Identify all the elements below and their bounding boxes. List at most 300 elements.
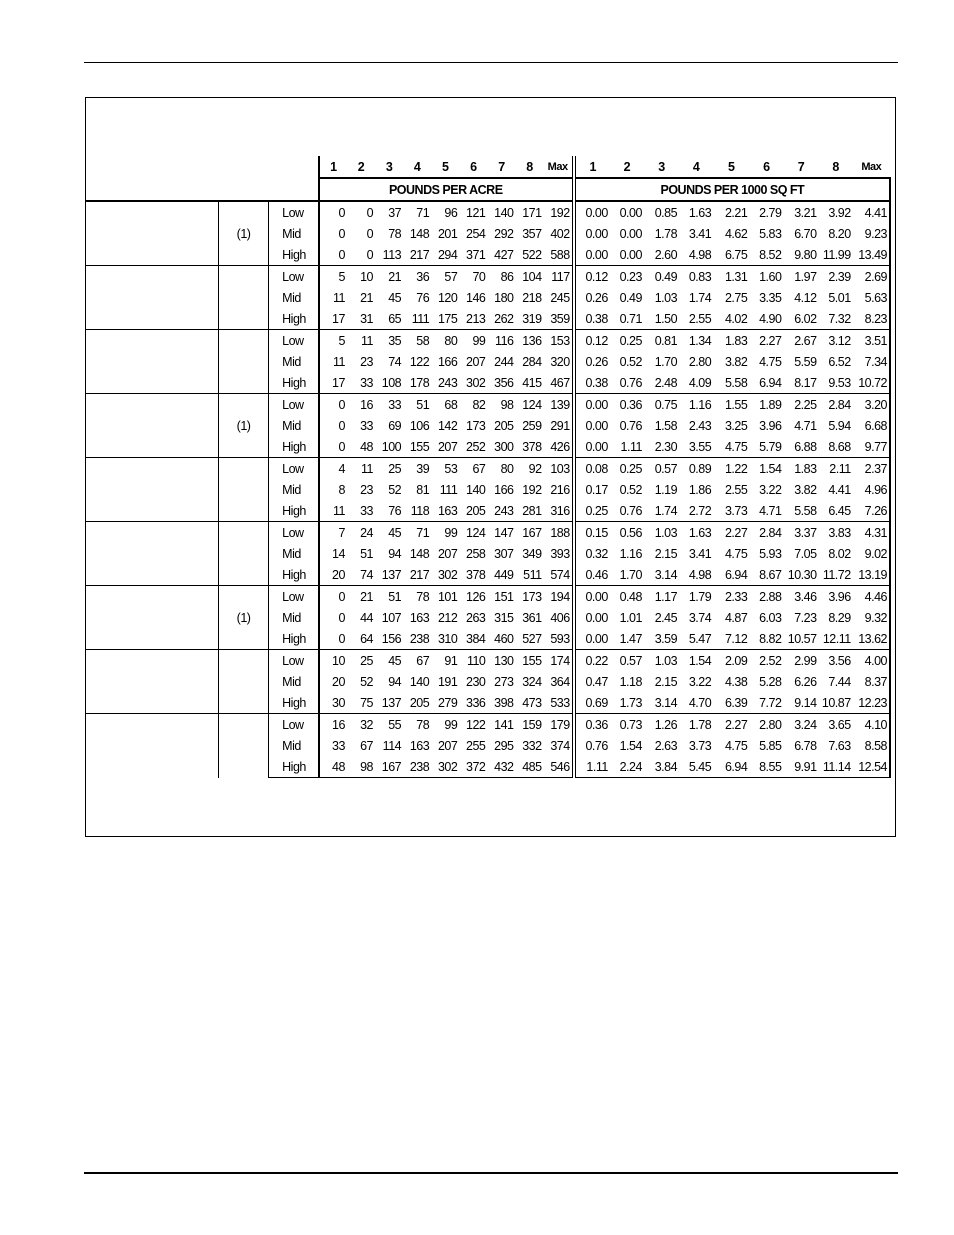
pounds-per-1000-sqft-value: 1.03 <box>644 650 679 672</box>
pounds-per-acre-value: 213 <box>459 308 487 330</box>
pounds-per-acre-value: 432 <box>487 756 515 778</box>
pounds-per-1000-sqft-value: 0.71 <box>610 308 644 330</box>
pounds-per-1000-sqft-value: 3.73 <box>688 738 712 753</box>
pounds-per-acre-value: 0 <box>347 201 375 223</box>
pounds-per-acre-value: 473 <box>515 692 543 714</box>
units-header-spacer <box>86 178 319 201</box>
pounds-per-acre-value: 310 <box>431 628 459 650</box>
pounds-per-acre-value: 32 <box>347 714 375 736</box>
pounds-per-1000-sqft-value: 3.51 <box>853 330 890 352</box>
pounds-per-acre-value: 174 <box>544 650 574 672</box>
pounds-per-1000-sqft-value: 3.82 <box>724 354 748 369</box>
pounds-per-acre-value: 58 <box>403 330 431 352</box>
pounds-per-1000-sqft-value: 3.14 <box>644 564 679 586</box>
pounds-per-acre-value: 17 <box>319 308 347 330</box>
pounds-per-acre-value: 332 <box>522 738 542 753</box>
footnote-marker <box>218 522 268 586</box>
pounds-per-1000-sqft-value: 0.85 <box>644 201 679 223</box>
pounds-per-1000-sqft-value: 0.73 <box>610 714 644 736</box>
pounds-per-1000-sqft-value: 0.22 <box>574 650 610 672</box>
pounds-per-acre-value: 180 <box>494 290 514 305</box>
pounds-per-1000-sqft-value: 1.47 <box>610 628 644 650</box>
pounds-per-acre-value: 217 <box>403 244 431 266</box>
pounds-per-acre-value: 426 <box>544 436 574 458</box>
pounds-per-acre-value: 384 <box>459 628 487 650</box>
pounds-per-1000-sqft-value: 2.30 <box>644 436 679 458</box>
pounds-per-1000-sqft-value: 1.11 <box>610 436 644 458</box>
product-name-cell <box>86 266 218 330</box>
pounds-per-1000-sqft-value: 2.55 <box>724 482 748 497</box>
pounds-per-1000-sqft-value: 12.54 <box>853 756 890 778</box>
pounds-per-1000-sqft-value: 0.23 <box>610 266 644 288</box>
pounds-per-1000-sqft-value: 1.74 <box>688 290 712 305</box>
pounds-per-1000-sqft-value: 6.94 <box>713 564 749 586</box>
pounds-per-1000-sqft-value: 5.94 <box>828 418 851 433</box>
pounds-per-acre-value: 179 <box>544 714 574 736</box>
pounds-per-1000-sqft-value: 0.00 <box>574 394 610 416</box>
pounds-per-acre-value: 122 <box>459 714 487 736</box>
pounds-per-1000-sqft-value: 2.48 <box>644 372 679 394</box>
pounds-per-1000-sqft-value: 4.75 <box>724 738 748 753</box>
pounds-per-1000-sqft-value: 0.00 <box>574 607 610 628</box>
pounds-per-1000-sqft-value: 13.19 <box>853 564 890 586</box>
rate-level-label: High <box>269 564 319 586</box>
pounds-per-1000-sqft-value: 0.12 <box>574 266 610 288</box>
pounds-per-acre-value: 100 <box>375 436 403 458</box>
pounds-per-acre-value: 92 <box>515 458 543 480</box>
pounds-per-acre-value: 140 <box>466 482 486 497</box>
pounds-per-1000-sqft-value: 5.45 <box>679 756 713 778</box>
pounds-per-acre-value: 238 <box>403 756 431 778</box>
pounds-per-acre-value: 121 <box>459 201 487 223</box>
pounds-per-acre-value: 167 <box>375 756 403 778</box>
pounds-per-acre-value: 74 <box>388 354 402 369</box>
pounds-per-1000-sqft-value: 9.91 <box>783 756 818 778</box>
pounds-per-1000-sqft-value: 2.99 <box>783 650 818 672</box>
pounds-per-acre-value: 393 <box>550 546 570 561</box>
pounds-per-1000-sqft-value: 11.72 <box>819 564 853 586</box>
pounds-per-1000-sqft-value: 4.31 <box>853 522 890 544</box>
pounds-per-1000-sqft-value: 6.26 <box>794 674 817 689</box>
footnote-marker: (1) <box>218 201 268 266</box>
pounds-per-1000-sqft-value: 4.90 <box>749 308 783 330</box>
pounds-per-1000-sqft-value: 0.52 <box>619 354 642 369</box>
table-row <box>86 586 890 608</box>
footnote-marker <box>218 650 268 714</box>
pounds-per-1000-sqft-value: 2.75 <box>724 290 748 305</box>
pounds-per-acre-value: 574 <box>544 564 574 586</box>
pounds-per-acre-value: 80 <box>487 458 515 480</box>
pounds-per-1000-sqft-value: 0.47 <box>574 671 610 692</box>
pounds-per-1000-sqft-value: 2.15 <box>654 546 678 561</box>
pounds-per-1000-sqft-value: 1.83 <box>783 458 818 480</box>
pounds-per-1000-sqft-value: 4.41 <box>853 201 890 223</box>
pounds-per-1000-sqft-value: 9.77 <box>853 436 890 458</box>
pounds-per-1000-sqft-value: 3.20 <box>853 394 890 416</box>
pounds-per-acre-value: 20 <box>319 671 347 692</box>
acre-column-header: 8 <box>526 159 533 174</box>
acre-column-header: 7 <box>498 159 505 174</box>
pounds-per-acre-value: 110 <box>459 650 487 672</box>
pounds-per-acre-value: 588 <box>544 244 574 266</box>
pounds-per-1000-sqft-value: 0.00 <box>574 223 610 244</box>
rate-level-label: Mid <box>269 415 319 436</box>
pounds-per-acre-header: POUNDS PER ACRE <box>319 178 574 201</box>
units-header-row <box>86 178 890 201</box>
pounds-per-1000-sqft-value: 1.34 <box>679 330 713 352</box>
footer-rule <box>84 1172 898 1174</box>
pounds-per-1000-sqft-value: 11.14 <box>819 756 853 778</box>
pounds-per-acre-value: 245 <box>550 290 570 305</box>
pounds-per-1000-sqft-value: 2.15 <box>654 674 678 689</box>
pounds-per-1000-sqft-value: 1.17 <box>644 586 679 608</box>
pounds-per-1000-sqft-value: 8.52 <box>749 244 783 266</box>
pounds-per-acre-value: 372 <box>459 756 487 778</box>
pounds-per-acre-value: 205 <box>459 500 487 522</box>
pounds-per-1000-sqft-value: 0.26 <box>574 351 610 372</box>
pounds-per-1000-sqft-value: 1.03 <box>644 522 679 544</box>
pounds-per-1000-sqft-value: 2.69 <box>853 266 890 288</box>
pounds-per-acre-value: 24 <box>347 522 375 544</box>
pounds-per-acre-value: 94 <box>388 674 402 689</box>
pounds-per-1000-sqft-value: 0.25 <box>610 458 644 480</box>
pounds-per-1000-sqft-value: 10.30 <box>783 564 818 586</box>
pounds-per-acre-value: 0 <box>319 436 347 458</box>
pounds-per-acre-value: 263 <box>466 610 486 625</box>
pounds-per-1000-sqft-value: 2.43 <box>688 418 712 433</box>
pounds-per-1000-sqft-value: 0.00 <box>619 226 642 241</box>
pounds-per-acre-value: 175 <box>431 308 459 330</box>
pounds-per-acre-value: 467 <box>544 372 574 394</box>
pounds-per-acre-value: 166 <box>494 482 514 497</box>
pounds-per-1000-sqft-value: 7.63 <box>828 738 851 753</box>
pounds-per-1000-sqft-value: 9.14 <box>783 692 818 714</box>
rate-level-label: Mid <box>269 543 319 564</box>
pounds-per-acre-value: 10 <box>347 266 375 288</box>
rate-level-label: Low <box>269 394 319 416</box>
pounds-per-1000-sqft-value: 8.82 <box>749 628 783 650</box>
pounds-per-1000-sqft-value: 4.00 <box>853 650 890 672</box>
pounds-per-1000-sqft-value: 0.76 <box>610 372 644 394</box>
pounds-per-1000-sqft-value: 1.73 <box>610 692 644 714</box>
pounds-per-1000-sqft-value: 0.38 <box>574 308 610 330</box>
application-rate-table <box>86 156 891 778</box>
pounds-per-1000-sqft-value: 3.37 <box>783 522 818 544</box>
pounds-per-1000-sqft-value: 6.03 <box>759 610 782 625</box>
pounds-per-1000-sqft-value: 5.58 <box>783 500 818 522</box>
pounds-per-1000-sqft-value: 3.84 <box>644 756 679 778</box>
pounds-per-acre-value: 527 <box>515 628 543 650</box>
pounds-per-acre-value: 52 <box>360 674 374 689</box>
pounds-per-1000-sqft-header: POUNDS PER 1000 SQ FT <box>574 178 890 201</box>
pounds-per-acre-value: 11 <box>319 500 347 522</box>
pounds-per-acre-value: 78 <box>388 226 402 241</box>
pounds-per-acre-value: 406 <box>550 610 570 625</box>
pounds-per-acre-value: 76 <box>416 290 430 305</box>
pounds-per-1000-sqft-value: 3.24 <box>783 714 818 736</box>
pounds-per-1000-sqft-value: 0.89 <box>679 458 713 480</box>
pounds-per-1000-sqft-value: 0.75 <box>644 394 679 416</box>
pounds-per-1000-sqft-value: 13.62 <box>853 628 890 650</box>
acre-column-header: 6 <box>470 159 477 174</box>
pounds-per-acre-value: 511 <box>515 564 543 586</box>
pounds-per-acre-value: 51 <box>360 546 374 561</box>
pounds-per-1000-sqft-value: 1.60 <box>749 266 783 288</box>
pounds-per-acre-value: 378 <box>459 564 487 586</box>
pounds-per-1000-sqft-value: 0.25 <box>574 500 610 522</box>
pounds-per-1000-sqft-value: 6.39 <box>713 692 749 714</box>
pounds-per-acre-value: 10 <box>319 650 347 672</box>
rate-level-label: High <box>269 372 319 394</box>
rate-level-label: High <box>269 756 319 778</box>
pounds-per-acre-value: 173 <box>515 586 543 608</box>
product-name-cell <box>86 522 218 586</box>
pounds-per-acre-value: 207 <box>431 436 459 458</box>
pounds-per-acre-value: 21 <box>375 266 403 288</box>
pounds-per-1000-sqft-value: 4.98 <box>679 564 713 586</box>
pounds-per-1000-sqft-value: 9.02 <box>853 543 890 564</box>
pounds-per-acre-value: 108 <box>375 372 403 394</box>
pounds-per-acre-value: 11 <box>319 287 347 308</box>
acre-column-header: 5 <box>442 159 449 174</box>
footnote-marker: (1) <box>218 586 268 650</box>
pounds-per-acre-value: 0 <box>347 244 375 266</box>
pounds-per-acre-value: 48 <box>319 756 347 778</box>
pounds-per-1000-sqft-value: 0.00 <box>610 244 644 266</box>
pounds-per-1000-sqft-value: 2.45 <box>654 610 678 625</box>
rate-level-label: High <box>269 692 319 714</box>
pounds-per-1000-sqft-value: 3.21 <box>783 201 818 223</box>
pounds-per-acre-value: 188 <box>544 522 574 544</box>
pounds-per-1000-sqft-value: 2.80 <box>688 354 712 369</box>
pounds-per-acre-value: 374 <box>550 738 570 753</box>
pounds-per-1000-sqft-value: 1.16 <box>679 394 713 416</box>
pounds-per-1000-sqft-value: 4.75 <box>759 354 782 369</box>
pounds-per-1000-sqft-value: 8.29 <box>828 610 851 625</box>
pounds-per-acre-value: 205 <box>494 418 514 433</box>
pounds-per-1000-sqft-value: 2.52 <box>749 650 783 672</box>
pounds-per-acre-value: 114 <box>382 738 402 753</box>
pounds-per-1000-sqft-value: 2.09 <box>713 650 749 672</box>
rate-level-label: Mid <box>269 735 319 756</box>
pounds-per-acre-value: 98 <box>487 394 515 416</box>
pounds-per-1000-sqft-value: 6.02 <box>783 308 818 330</box>
pounds-per-acre-value: 273 <box>494 674 514 689</box>
pounds-per-1000-sqft-value: 7.34 <box>853 351 890 372</box>
pounds-per-acre-value: 117 <box>544 266 574 288</box>
pounds-per-acre-value: 81 <box>416 482 430 497</box>
pounds-per-acre-value: 300 <box>487 436 515 458</box>
sqft-column-header: 5 <box>728 159 735 174</box>
pounds-per-1000-sqft-value: 0.00 <box>610 201 644 223</box>
pounds-per-1000-sqft-value: 13.49 <box>853 244 890 266</box>
pounds-per-acre-value: 78 <box>403 714 431 736</box>
pounds-per-1000-sqft-value: 0.48 <box>610 586 644 608</box>
pounds-per-acre-value: 0 <box>319 607 347 628</box>
footnote-marker <box>218 458 268 522</box>
pounds-per-acre-value: 415 <box>515 372 543 394</box>
pounds-per-acre-value: 217 <box>403 564 431 586</box>
acre-column-header: 2 <box>357 159 365 174</box>
header-spacer <box>218 156 268 178</box>
pounds-per-1000-sqft-value: 7.23 <box>794 610 817 625</box>
pounds-per-1000-sqft-value: 9.32 <box>853 607 890 628</box>
pounds-per-1000-sqft-value: 1.58 <box>654 418 678 433</box>
pounds-per-1000-sqft-value: 0.52 <box>619 482 642 497</box>
pounds-per-1000-sqft-value: 3.41 <box>688 546 712 561</box>
pounds-per-acre-value: 359 <box>544 308 574 330</box>
pounds-per-acre-value: 96 <box>431 201 459 223</box>
pounds-per-acre-value: 71 <box>403 201 431 223</box>
pounds-per-1000-sqft-value: 6.94 <box>749 372 783 394</box>
pounds-per-acre-value: 33 <box>319 735 347 756</box>
pounds-per-1000-sqft-value: 1.89 <box>749 394 783 416</box>
pounds-per-1000-sqft-value: 1.97 <box>783 266 818 288</box>
pounds-per-1000-sqft-value: 0.46 <box>574 564 610 586</box>
sqft-column-header: 2 <box>623 159 631 174</box>
footnote-marker <box>218 714 268 778</box>
table-row <box>86 394 890 416</box>
pounds-per-acre-value: 212 <box>437 610 458 625</box>
column-header-row <box>86 156 890 178</box>
pounds-per-acre-value: 11 <box>319 351 347 372</box>
pounds-per-acre-value: 80 <box>431 330 459 352</box>
pounds-per-1000-sqft-value: 3.12 <box>819 330 853 352</box>
pounds-per-acre-value: 218 <box>522 290 542 305</box>
pounds-per-acre-value: 258 <box>466 546 486 561</box>
pounds-per-1000-sqft-value: 6.70 <box>794 226 817 241</box>
pounds-per-acre-value: 302 <box>431 756 459 778</box>
pounds-per-1000-sqft-value: 2.27 <box>713 714 749 736</box>
pounds-per-acre-value: 120 <box>437 290 458 305</box>
pounds-per-1000-sqft-value: 5.79 <box>749 436 783 458</box>
pounds-per-acre-value: 51 <box>403 394 431 416</box>
pounds-per-acre-value: 205 <box>403 692 431 714</box>
pounds-per-1000-sqft-value: 5.93 <box>759 546 782 561</box>
pounds-per-1000-sqft-value: 5.83 <box>759 226 782 241</box>
pounds-per-acre-value: 141 <box>487 714 515 736</box>
pounds-per-acre-value: 33 <box>375 394 403 416</box>
pounds-per-acre-value: 48 <box>347 436 375 458</box>
pounds-per-acre-value: 255 <box>466 738 486 753</box>
product-name-cell <box>86 394 218 458</box>
pounds-per-1000-sqft-value: 0.00 <box>574 586 610 608</box>
pounds-per-1000-sqft-value: 4.46 <box>853 586 890 608</box>
rate-level-label: High <box>269 500 319 522</box>
pounds-per-acre-value: 136 <box>515 330 543 352</box>
pounds-per-acre-value: 238 <box>403 628 431 650</box>
pounds-per-acre-value: 324 <box>522 674 542 689</box>
pounds-per-acre-value: 21 <box>360 290 374 305</box>
pounds-per-1000-sqft-value: 3.14 <box>644 692 679 714</box>
footnote-marker <box>218 266 268 330</box>
sqft-column-header: 7 <box>797 159 805 174</box>
pounds-per-1000-sqft-value: 10.57 <box>783 628 818 650</box>
pounds-per-1000-sqft-value: 0.36 <box>574 714 610 736</box>
footnote-marker <box>218 330 268 394</box>
pounds-per-1000-sqft-value: 4.71 <box>794 418 817 433</box>
pounds-per-acre-value: 33 <box>360 418 374 433</box>
pounds-per-acre-value: 45 <box>375 650 403 672</box>
pounds-per-1000-sqft-value: 1.79 <box>679 586 713 608</box>
pounds-per-1000-sqft-value: 8.68 <box>819 436 853 458</box>
pounds-per-acre-value: 17 <box>319 372 347 394</box>
pounds-per-acre-value: 0 <box>319 244 347 266</box>
pounds-per-acre-value: 68 <box>431 394 459 416</box>
pounds-per-acre-value: 319 <box>515 308 543 330</box>
pounds-per-acre-value: 5 <box>319 330 347 352</box>
pounds-per-1000-sqft-value: 4.75 <box>724 546 748 561</box>
acre-column-header: Max <box>547 160 568 173</box>
pounds-per-1000-sqft-value: 0.15 <box>574 522 610 544</box>
acre-column-header: 3 <box>385 159 393 174</box>
sqft-column-header: 8 <box>832 159 839 174</box>
pounds-per-acre-value: 94 <box>388 546 402 561</box>
pounds-per-1000-sqft-value: 2.55 <box>679 308 713 330</box>
pounds-per-1000-sqft-value: 3.74 <box>688 610 712 625</box>
pounds-per-1000-sqft-value: 2.72 <box>679 500 713 522</box>
pounds-per-acre-value: 148 <box>409 546 430 561</box>
table-row <box>86 201 890 223</box>
pounds-per-1000-sqft-value: 8.55 <box>749 756 783 778</box>
pounds-per-1000-sqft-value: 3.25 <box>724 418 748 433</box>
pounds-per-1000-sqft-value: 12.23 <box>853 692 890 714</box>
pounds-per-acre-value: 103 <box>544 458 574 480</box>
pounds-per-1000-sqft-value: 6.78 <box>794 738 817 753</box>
pounds-per-acre-value: 21 <box>347 586 375 608</box>
pounds-per-1000-sqft-value: 0.00 <box>574 201 610 223</box>
pounds-per-acre-value: 104 <box>515 266 543 288</box>
pounds-per-acre-value: 0 <box>319 201 347 223</box>
pounds-per-1000-sqft-value: 2.25 <box>783 394 818 416</box>
pounds-per-acre-value: 281 <box>515 500 543 522</box>
pounds-per-acre-value: 192 <box>544 201 574 223</box>
pounds-per-acre-value: 216 <box>550 482 570 497</box>
rate-level-label: Low <box>269 201 319 223</box>
pounds-per-1000-sqft-value: 1.50 <box>644 308 679 330</box>
pounds-per-acre-value: 252 <box>459 436 487 458</box>
pounds-per-1000-sqft-value: 1.26 <box>644 714 679 736</box>
pounds-per-1000-sqft-value: 6.52 <box>828 354 851 369</box>
pounds-per-acre-value: 378 <box>515 436 543 458</box>
pounds-per-acre-value: 315 <box>494 610 514 625</box>
pounds-per-1000-sqft-value: 2.84 <box>819 394 853 416</box>
pounds-per-acre-value: 361 <box>522 610 542 625</box>
pounds-per-1000-sqft-value: 6.45 <box>819 500 853 522</box>
pounds-per-1000-sqft-value: 9.53 <box>819 372 853 394</box>
pounds-per-acre-value: 137 <box>375 692 403 714</box>
pounds-per-acre-value: 70 <box>459 266 487 288</box>
pounds-per-1000-sqft-value: 8.67 <box>749 564 783 586</box>
pounds-per-acre-value: 402 <box>550 226 570 241</box>
pounds-per-acre-value: 99 <box>431 522 459 544</box>
pounds-per-acre-value: 244 <box>494 354 514 369</box>
sqft-column-header: 1 <box>574 156 610 178</box>
rate-level-label: High <box>269 436 319 458</box>
pounds-per-1000-sqft-value: 1.78 <box>679 714 713 736</box>
pounds-per-1000-sqft-value: 0.25 <box>610 330 644 352</box>
pounds-per-1000-sqft-value: 2.37 <box>853 458 890 480</box>
pounds-per-1000-sqft-value: 3.92 <box>819 201 853 223</box>
pounds-per-acre-value: 533 <box>544 692 574 714</box>
product-name-cell <box>86 458 218 522</box>
pounds-per-1000-sqft-value: 0.08 <box>574 458 610 480</box>
pounds-per-1000-sqft-value: 1.03 <box>654 290 678 305</box>
pounds-per-acre-value: 116 <box>487 330 515 352</box>
pounds-per-1000-sqft-value: 8.20 <box>828 226 851 241</box>
pounds-per-1000-sqft-value: 1.55 <box>713 394 749 416</box>
pounds-per-acre-value: 336 <box>459 692 487 714</box>
